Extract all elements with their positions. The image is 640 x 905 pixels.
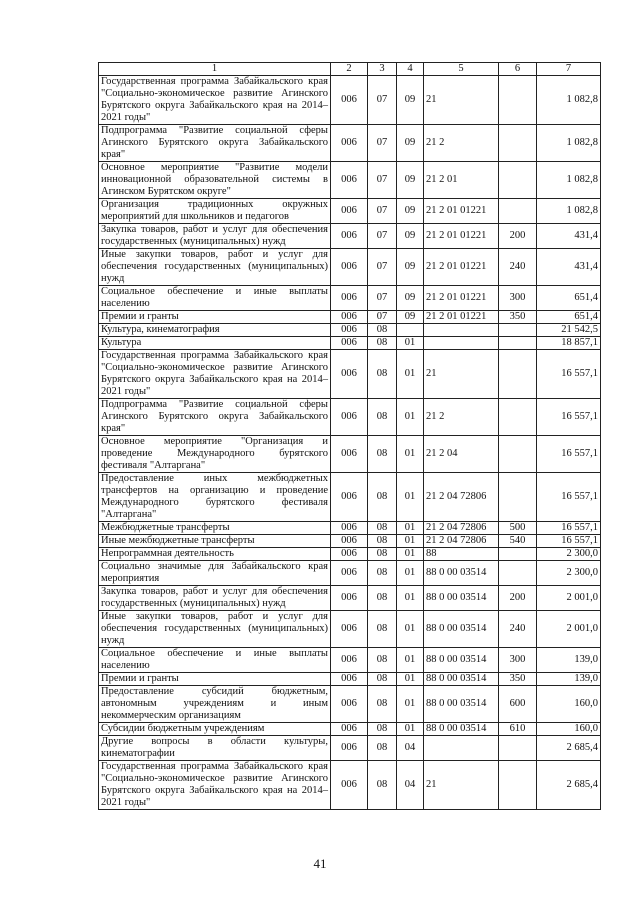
target-article-cell [424,337,499,350]
ministry-code-cell: 006 [331,723,368,736]
table-row [99,324,601,337]
row-name-cell: Социальное обеспечение и иные выплаты населению [99,648,331,673]
expense-type-cell [499,324,537,337]
ministry-code-cell: 006 [331,522,368,535]
expense-type-cell: 610 [499,723,537,736]
ministry-code-cell: 006 [331,286,368,311]
target-article-cell: 21 [424,761,499,810]
expense-type-cell [499,350,537,399]
subsection-code-cell [397,324,424,337]
target-article-cell: 21 2 01 01221 [424,224,499,249]
column-header: 5 [424,63,499,76]
target-article-cell: 88 0 00 03514 [424,673,499,686]
row-name-cell: Подпрограмма "Развитие социальной сферы Агинского Бурятского округа Забайкальского края" [99,125,331,162]
target-article-cell [424,324,499,337]
table-row [99,586,601,611]
table-row [99,436,601,473]
expense-type-cell: 300 [499,286,537,311]
table-row [99,723,601,736]
expense-type-cell: 200 [499,586,537,611]
amount-cell: 21 542,5 [537,324,601,337]
expense-type-cell: 540 [499,535,537,548]
target-article-cell: 88 [424,548,499,561]
section-code-cell: 08 [368,522,397,535]
amount-cell: 431,4 [537,224,601,249]
ministry-code-cell: 006 [331,199,368,224]
subsection-code-cell: 01 [397,611,424,648]
subsection-code-cell: 09 [397,199,424,224]
table-row [99,399,601,436]
table-row [99,162,601,199]
subsection-code-cell: 01 [397,673,424,686]
section-code-cell: 08 [368,535,397,548]
subsection-code-cell: 01 [397,561,424,586]
ministry-code-cell: 006 [331,586,368,611]
ministry-code-cell: 006 [331,561,368,586]
row-name-cell: Государственная программа Забайкальского края "Социально-экономическое развитие Агинского Бурятского округа Забайкальского края на 2014–2021 годы" [99,76,331,125]
table-row [99,673,601,686]
expense-type-cell [499,436,537,473]
row-name-cell: Предоставление иных межбюджетных трансфертов на организацию и проведение Международного бурятского фестиваля "Алтаргана" [99,473,331,522]
section-code-cell: 08 [368,611,397,648]
row-name-cell: Закупка товаров, работ и услуг для обеспечения государственных (муниципальных) нужд [99,224,331,249]
target-article-cell: 88 0 00 03514 [424,648,499,673]
ministry-code-cell: 006 [331,162,368,199]
column-header: 3 [368,63,397,76]
expense-type-cell: 350 [499,311,537,324]
subsection-code-cell: 09 [397,311,424,324]
amount-cell: 160,0 [537,686,601,723]
subsection-code-cell: 01 [397,436,424,473]
expense-type-cell [499,548,537,561]
target-article-cell: 21 2 04 72806 [424,522,499,535]
target-article-cell: 21 2 [424,399,499,436]
expense-type-cell: 240 [499,249,537,286]
target-article-cell: 21 2 01 01221 [424,311,499,324]
ministry-code-cell: 006 [331,548,368,561]
table-row [99,473,601,522]
table-row [99,648,601,673]
amount-cell: 651,4 [537,311,601,324]
subsection-code-cell: 01 [397,522,424,535]
ministry-code-cell: 006 [331,249,368,286]
amount-cell: 2 685,4 [537,761,601,810]
target-article-cell: 21 2 04 [424,436,499,473]
section-code-cell: 07 [368,311,397,324]
expense-type-cell [499,561,537,586]
subsection-code-cell: 09 [397,224,424,249]
target-article-cell: 88 0 00 03514 [424,686,499,723]
target-article-cell: 21 [424,76,499,125]
row-name-cell: Подпрограмма "Развитие социальной сферы Агинского Бурятского округа Забайкальского края" [99,399,331,436]
subsection-code-cell: 01 [397,586,424,611]
ministry-code-cell: 006 [331,648,368,673]
amount-cell: 2 685,4 [537,736,601,761]
section-code-cell: 07 [368,224,397,249]
row-name-cell: Премии и гранты [99,673,331,686]
ministry-code-cell: 006 [331,324,368,337]
ministry-code-cell: 006 [331,337,368,350]
row-name-cell: Предоставление субсидий бюджетным, автономным учреждениям и иным некоммерческим организациям [99,686,331,723]
target-article-cell: 88 0 00 03514 [424,723,499,736]
row-name-cell: Премии и гранты [99,311,331,324]
section-code-cell: 07 [368,286,397,311]
row-name-cell: Закупка товаров, работ и услуг для обеспечения государственных (муниципальных) нужд [99,586,331,611]
section-code-cell: 08 [368,586,397,611]
ministry-code-cell: 006 [331,224,368,249]
amount-cell: 2 300,0 [537,561,601,586]
column-header: 7 [537,63,601,76]
row-name-cell: Иные закупки товаров, работ и услуг для обеспечения государственных (муниципальных) нужд [99,249,331,286]
subsection-code-cell: 01 [397,399,424,436]
expense-type-cell [499,473,537,522]
subsection-code-cell: 01 [397,350,424,399]
amount-cell: 1 082,8 [537,125,601,162]
table-row [99,736,601,761]
subsection-code-cell: 09 [397,286,424,311]
amount-cell: 1 082,8 [537,76,601,125]
expense-type-cell [499,761,537,810]
table-body [99,76,601,810]
section-code-cell: 07 [368,125,397,162]
row-name-cell: Иные межбюджетные трансферты [99,535,331,548]
ministry-code-cell: 006 [331,761,368,810]
row-name-cell: Иные закупки товаров, работ и услуг для обеспечения государственных (муниципальных) нужд [99,611,331,648]
column-header: 1 [99,63,331,76]
row-name-cell: Межбюджетные трансферты [99,522,331,535]
section-code-cell: 07 [368,162,397,199]
target-article-cell: 21 2 01 01221 [424,199,499,224]
section-code-cell: 07 [368,76,397,125]
target-article-cell: 21 2 01 01221 [424,249,499,286]
amount-cell: 16 557,1 [537,535,601,548]
column-header: 6 [499,63,537,76]
ministry-code-cell: 006 [331,686,368,723]
table-row [99,224,601,249]
table-row [99,686,601,723]
section-code-cell: 08 [368,561,397,586]
section-code-cell: 08 [368,399,397,436]
table-row [99,311,601,324]
table-row [99,286,601,311]
amount-cell: 16 557,1 [537,473,601,522]
table-row [99,125,601,162]
row-name-cell: Социально значимые для Забайкальского края мероприятия [99,561,331,586]
row-name-cell: Культура, кинематография [99,324,331,337]
table-row [99,522,601,535]
expense-type-cell [499,76,537,125]
table-row [99,548,601,561]
target-article-cell: 21 2 [424,125,499,162]
table-row [99,561,601,586]
amount-cell: 18 857,1 [537,337,601,350]
amount-cell: 139,0 [537,673,601,686]
amount-cell: 160,0 [537,723,601,736]
budget-table [98,62,601,810]
row-name-cell: Культура [99,337,331,350]
section-code-cell: 08 [368,436,397,473]
target-article-cell: 21 2 01 [424,162,499,199]
target-article-cell: 88 0 00 03514 [424,586,499,611]
subsection-code-cell: 01 [397,548,424,561]
section-code-cell: 08 [368,761,397,810]
target-article-cell: 21 [424,350,499,399]
target-article-cell [424,736,499,761]
table-row [99,350,601,399]
subsection-code-cell: 01 [397,473,424,522]
target-article-cell: 21 2 04 72806 [424,473,499,522]
row-name-cell: Государственная программа Забайкальского края "Социально-экономическое развитие Агинского Бурятского округа Забайкальского края на 2014–2021 годы" [99,761,331,810]
section-code-cell: 08 [368,673,397,686]
table-row [99,249,601,286]
row-name-cell: Организация традиционных окружных мероприятий для школьников и педагогов [99,199,331,224]
ministry-code-cell: 006 [331,736,368,761]
target-article-cell: 21 2 04 72806 [424,535,499,548]
amount-cell: 651,4 [537,286,601,311]
section-code-cell: 08 [368,337,397,350]
row-name-cell: Основное мероприятие "Развитие модели инновационной образовательной системы в Агинском Бурятском округе" [99,162,331,199]
amount-cell: 2 001,0 [537,611,601,648]
ministry-code-cell: 006 [331,76,368,125]
ministry-code-cell: 006 [331,350,368,399]
section-code-cell: 08 [368,686,397,723]
subsection-code-cell: 01 [397,648,424,673]
expense-type-cell: 200 [499,224,537,249]
expense-type-cell [499,337,537,350]
ministry-code-cell: 006 [331,611,368,648]
table-row [99,76,601,125]
expense-type-cell [499,199,537,224]
table-row [99,199,601,224]
row-name-cell: Основное мероприятие "Организация и проведение Международного бурятского фестиваля "Алтаргана" [99,436,331,473]
row-name-cell: Другие вопросы в области культуры, кинематографии [99,736,331,761]
target-article-cell: 21 2 01 01221 [424,286,499,311]
section-code-cell: 07 [368,199,397,224]
section-code-cell: 08 [368,648,397,673]
expense-type-cell [499,125,537,162]
ministry-code-cell: 006 [331,436,368,473]
amount-cell: 1 082,8 [537,162,601,199]
subsection-code-cell: 01 [397,686,424,723]
subsection-code-cell: 01 [397,723,424,736]
target-article-cell: 88 0 00 03514 [424,611,499,648]
amount-cell: 431,4 [537,249,601,286]
table-header-row [99,63,601,76]
section-code-cell: 08 [368,723,397,736]
target-article-cell: 88 0 00 03514 [424,561,499,586]
ministry-code-cell: 006 [331,673,368,686]
table-row [99,761,601,810]
subsection-code-cell: 04 [397,761,424,810]
amount-cell: 139,0 [537,648,601,673]
column-header: 4 [397,63,424,76]
column-header: 2 [331,63,368,76]
expense-type-cell [499,399,537,436]
section-code-cell: 07 [368,249,397,286]
row-name-cell: Непрограммная деятельность [99,548,331,561]
section-code-cell: 08 [368,324,397,337]
subsection-code-cell: 09 [397,249,424,286]
ministry-code-cell: 006 [331,399,368,436]
table-row [99,611,601,648]
row-name-cell: Государственная программа Забайкальского края "Социально-экономическое развитие Агинского Бурятского округа Забайкальского края на 2014–2021 годы" [99,350,331,399]
amount-cell: 16 557,1 [537,399,601,436]
section-code-cell: 08 [368,473,397,522]
ministry-code-cell: 006 [331,473,368,522]
subsection-code-cell: 01 [397,535,424,548]
row-name-cell: Субсидии бюджетным учреждениям [99,723,331,736]
section-code-cell: 08 [368,350,397,399]
expense-type-cell: 500 [499,522,537,535]
subsection-code-cell: 09 [397,162,424,199]
table-row [99,337,601,350]
subsection-code-cell: 09 [397,125,424,162]
expense-type-cell: 350 [499,673,537,686]
table-row [99,535,601,548]
amount-cell: 2 001,0 [537,586,601,611]
subsection-code-cell: 09 [397,76,424,125]
expense-type-cell [499,736,537,761]
amount-cell: 16 557,1 [537,436,601,473]
ministry-code-cell: 006 [331,125,368,162]
amount-cell: 2 300,0 [537,548,601,561]
page-number: 41 [313,856,327,871]
section-code-cell: 08 [368,736,397,761]
expense-type-cell [499,162,537,199]
section-code-cell: 08 [368,548,397,561]
row-name-cell: Социальное обеспечение и иные выплаты населению [99,286,331,311]
expense-type-cell: 600 [499,686,537,723]
amount-cell: 1 082,8 [537,199,601,224]
amount-cell: 16 557,1 [537,522,601,535]
ministry-code-cell: 006 [331,311,368,324]
subsection-code-cell: 01 [397,337,424,350]
subsection-code-cell: 04 [397,736,424,761]
amount-cell: 16 557,1 [537,350,601,399]
expense-type-cell: 300 [499,648,537,673]
ministry-code-cell: 006 [331,535,368,548]
expense-type-cell: 240 [499,611,537,648]
